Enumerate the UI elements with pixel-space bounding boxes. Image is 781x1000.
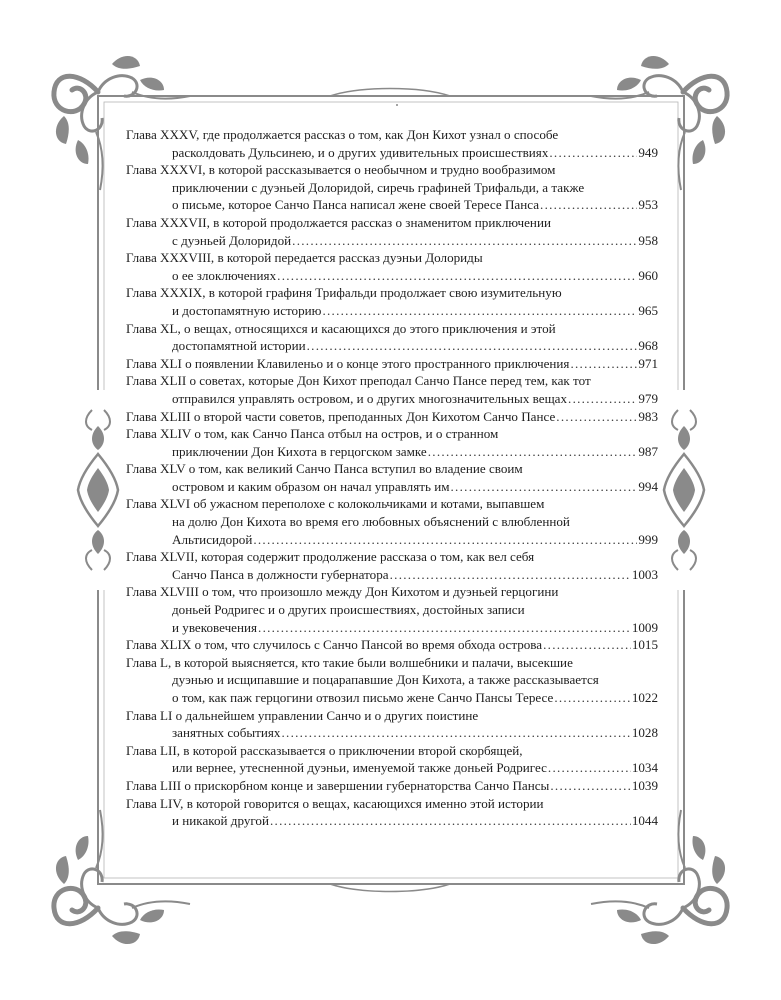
- dot-leader: [322, 302, 637, 320]
- toc-entry[interactable]: [126, 460, 658, 495]
- toc-entry[interactable]: [126, 548, 658, 583]
- toc-entry[interactable]: [126, 355, 658, 373]
- toc-entry-page-number: 958: [638, 232, 658, 248]
- toc-entry-title-line: [126, 742, 658, 760]
- toc-entry-page-number: 971: [638, 355, 658, 371]
- toc-entry-text: Глава XXXVIII, в которой передается рассказ дуэньи Долориды: [126, 250, 483, 266]
- toc-entry-text: Глава XXXVII, в которой продолжается рассказ о знаменитом приключении: [126, 214, 551, 230]
- toc-entry[interactable]: [126, 249, 658, 284]
- toc-entry-page-number: 1015: [631, 637, 658, 653]
- toc-entry-title-line: [126, 495, 658, 513]
- toc-entry-continuation-line: [126, 337, 658, 355]
- toc-entry-text: и достопамятную историю: [172, 302, 322, 318]
- toc-entry-text: приключении Дон Кихота в герцогском замке: [172, 443, 427, 459]
- toc-entry-title-line: [126, 408, 658, 426]
- toc-entry-text: Альтисидорой: [172, 531, 253, 547]
- toc-entry-text: доньей Родригес и о других происшествиях, достойных записи: [172, 602, 525, 618]
- toc-entry-text: Глава LI о дальнейшем управлении Санчо и о других поистине: [126, 707, 479, 723]
- toc-entry-continuation-line: [126, 302, 658, 320]
- toc-entry-text: приключении с дуэньей Долоридой, сиречь графиней Трифальди, а также: [172, 179, 585, 195]
- toc-entry-page-number: 994: [638, 478, 658, 494]
- dot-leader: [540, 196, 637, 214]
- toc-entry-continuation-line: [126, 601, 658, 619]
- dot-leader: [554, 689, 630, 707]
- toc-entry-title-line: [126, 548, 658, 566]
- toc-entry-page-number: 960: [638, 267, 658, 283]
- toc-entry-text: Глава XLV о том, как великий Санчо Панса вступил во владение своим: [126, 461, 523, 477]
- toc-entry-text: Глава XXXV, где продолжается рассказ о том, как Дон Кихот узнал о способе: [126, 127, 559, 142]
- toc-entry-page-number: 1034: [631, 760, 658, 776]
- toc-entry-text: Глава XLIII о второй части советов, преподанных Дон Кихотом Санчо Пансе: [126, 408, 556, 424]
- toc-entry-text: Глава LIII о прискорбном конце и завершении губернаторства Санчо Пансы: [126, 777, 550, 793]
- toc-entry-title-line: [126, 284, 658, 302]
- toc-entry-text: Глава XLIV о том, как Санчо Панса отбыл на остров, и о странном: [126, 426, 499, 442]
- toc-entry-continuation-line: [126, 267, 658, 285]
- toc-entry-page-number: 949: [638, 144, 658, 160]
- dot-leader: [258, 619, 631, 637]
- toc-entry-title-line: [126, 636, 658, 654]
- toc-entry-continuation-line: [126, 724, 658, 742]
- toc-entry-title-line: [126, 355, 658, 373]
- dot-leader: [277, 267, 637, 285]
- toc-entry-title-line: [126, 654, 658, 672]
- toc-entry[interactable]: [126, 320, 658, 355]
- toc-entry-text: Глава XLIX о том, что случилось с Санчо Пансой во время обхода острова: [126, 637, 543, 653]
- toc-entry-text: Глава XL, о вещах, относящихся и касающихся до этого приключения и этой: [126, 320, 556, 336]
- toc-entry-title-line: [126, 795, 658, 813]
- toc-entry-text: о ее злоключениях: [172, 267, 277, 283]
- toc-entry[interactable]: [126, 777, 658, 795]
- toc-entry-text: занятных событиях: [172, 725, 281, 741]
- toc-entry-continuation-line: [126, 390, 658, 408]
- toc-entry-text: Глава L, в которой выясняется, кто такие были волшебники и палачи, высекшие: [126, 654, 573, 670]
- toc-entry-page-number: 1022: [631, 690, 658, 705]
- toc-entry-page-number: 987: [638, 443, 658, 459]
- toc-entry-text: Глава XXXVI, в которой рассказывается о необычном и трудно вообразимом: [126, 162, 556, 178]
- toc-entry-continuation-line: [126, 144, 658, 162]
- toc-entry-text: Глава LII, в которой рассказывается о приключении второй скорбящей,: [126, 742, 523, 758]
- toc-entry-title-line: [126, 320, 658, 338]
- toc-entry-continuation-line: [126, 566, 658, 584]
- toc-entry-continuation-line: [126, 671, 658, 689]
- toc-entry-title-line: [126, 126, 658, 144]
- toc-entry-text: о письме, которое Санчо Панса написал жене своей Тересе Панса: [172, 197, 540, 213]
- dot-leader: [253, 531, 637, 549]
- dot-leader: [550, 777, 630, 795]
- toc-entry-page-number: 983: [638, 408, 658, 424]
- toc-entry[interactable]: [126, 795, 658, 830]
- toc-entry-continuation-line: [126, 531, 658, 549]
- dot-leader: [549, 144, 637, 162]
- toc-entry-text: Санчо Панса в должности губернатора: [172, 566, 389, 582]
- toc-entry-continuation-line: [126, 759, 658, 777]
- dot-leader: [570, 355, 637, 373]
- toc-entry-text: Глава XLI о появлении Клавиленьо и о конце этого пространного приключения: [126, 355, 570, 371]
- toc-entry-text: достопамятной истории: [172, 338, 306, 354]
- toc-entry-text: Глава LIV, в которой говорится о вещах, касающихся именно этой истории: [126, 795, 544, 811]
- toc-entry-continuation-line: [126, 619, 658, 637]
- toc-entry-text: и никакой другой: [172, 813, 269, 829]
- toc-entry-title-line: [126, 460, 658, 478]
- toc-entry[interactable]: [126, 126, 658, 161]
- toc-entry-page-number: 1039: [631, 777, 658, 793]
- toc-entry-title-line: [126, 425, 658, 443]
- center-dot: [396, 104, 398, 106]
- toc-entry-title-line: [126, 214, 658, 232]
- toc-entry[interactable]: [126, 495, 658, 548]
- toc-entry-title-line: [126, 372, 658, 390]
- toc-entry[interactable]: [126, 583, 658, 636]
- toc-entry-text: на долю Дон Кихота во время его любовных объяснений с влюбленной: [172, 514, 570, 530]
- toc-entry-continuation-line: [126, 443, 658, 461]
- toc-entry-page-number: 965: [638, 302, 658, 318]
- dot-leader: [556, 408, 637, 426]
- dot-leader: [270, 812, 631, 830]
- dot-leader: [548, 759, 631, 777]
- toc-entry-page-number: 953: [638, 197, 658, 213]
- toc-entry-text: о том, как паж герцогини отвозил письмо жене Санчо Пансы Тересе: [172, 690, 554, 705]
- toc-entry-text: отправился управлять островом, и о других многозначительных вещах: [172, 390, 568, 406]
- toc-entry-page-number: 1028: [631, 725, 658, 741]
- toc-entry-text: и увековечения: [172, 619, 258, 635]
- toc-entry-page-number: 1009: [631, 619, 658, 635]
- toc-entry[interactable]: [126, 636, 658, 654]
- dot-leader: [568, 390, 637, 408]
- toc-entry-continuation-line: [126, 513, 658, 531]
- toc-entry[interactable]: [126, 707, 658, 742]
- toc-entry-page-number: 968: [638, 338, 658, 354]
- toc-entry-page-number: 979: [638, 390, 658, 406]
- table-of-contents: [126, 126, 658, 830]
- toc-entry-text: расколдовать Дульсинею, и о других удивительных происшествиях: [172, 144, 549, 160]
- toc-entry-continuation-line: [126, 232, 658, 250]
- toc-entry-text: Глава XLVII, которая содержит продолжение рассказа о том, как вел себя: [126, 549, 535, 565]
- dot-leader: [307, 337, 638, 355]
- toc-entry[interactable]: [126, 161, 658, 214]
- toc-entry-continuation-line: [126, 179, 658, 197]
- dot-leader: [281, 724, 630, 742]
- toc-entry-title-line: [126, 707, 658, 725]
- toc-entry-page-number: 1044: [631, 813, 658, 829]
- toc-entry-page-number: 1003: [631, 566, 658, 582]
- dot-leader: [292, 232, 637, 250]
- toc-entry-text: Глава XLVIII о том, что произошло между Дон Кихотом и дуэньей герцогини: [126, 584, 559, 600]
- toc-entry-title-line: [126, 161, 658, 179]
- dot-leader: [428, 443, 638, 461]
- toc-entry-text: островом и каким образом он начал управлять им: [172, 478, 450, 494]
- toc-entry-continuation-line: [126, 196, 658, 214]
- toc-entry-text: с дуэньей Долоридой: [172, 232, 292, 248]
- toc-entry[interactable]: [126, 742, 658, 777]
- toc-entry-text: Глава XLII о советах, которые Дон Кихот преподал Санчо Пансе перед тем, как тот: [126, 373, 591, 389]
- toc-entry[interactable]: [126, 214, 658, 249]
- dot-leader: [451, 478, 638, 496]
- toc-entry[interactable]: [126, 425, 658, 460]
- toc-entry[interactable]: [126, 372, 658, 407]
- toc-entry-text: Глава XXXIX, в которой графиня Трифальди продолжает свою изумительную: [126, 285, 562, 301]
- toc-entry-continuation-line: [126, 812, 658, 830]
- dot-leader: [390, 566, 631, 584]
- toc-entry[interactable]: [126, 654, 658, 707]
- toc-entry-continuation-line: [126, 689, 658, 707]
- toc-entry-text: Глава XLVI об ужасном переполохе с колокольчиками и котами, выпавшем: [126, 496, 545, 512]
- toc-entry-text: или вернее, утесненной дуэньи, именуемой также доньей Родригес: [172, 760, 547, 776]
- toc-entry-text: дуэнью и исщипавшие и поцарапавшие Дон Кихота, а также рассказывается: [172, 672, 599, 688]
- toc-entry-continuation-line: [126, 478, 658, 496]
- toc-entry-title-line: [126, 249, 658, 267]
- toc-entry[interactable]: [126, 408, 658, 426]
- toc-entry-page-number: 999: [638, 531, 658, 547]
- dot-leader: [543, 636, 631, 654]
- toc-entry-title-line: [126, 583, 658, 601]
- toc-entry[interactable]: [126, 284, 658, 319]
- toc-entry-title-line: [126, 777, 658, 795]
